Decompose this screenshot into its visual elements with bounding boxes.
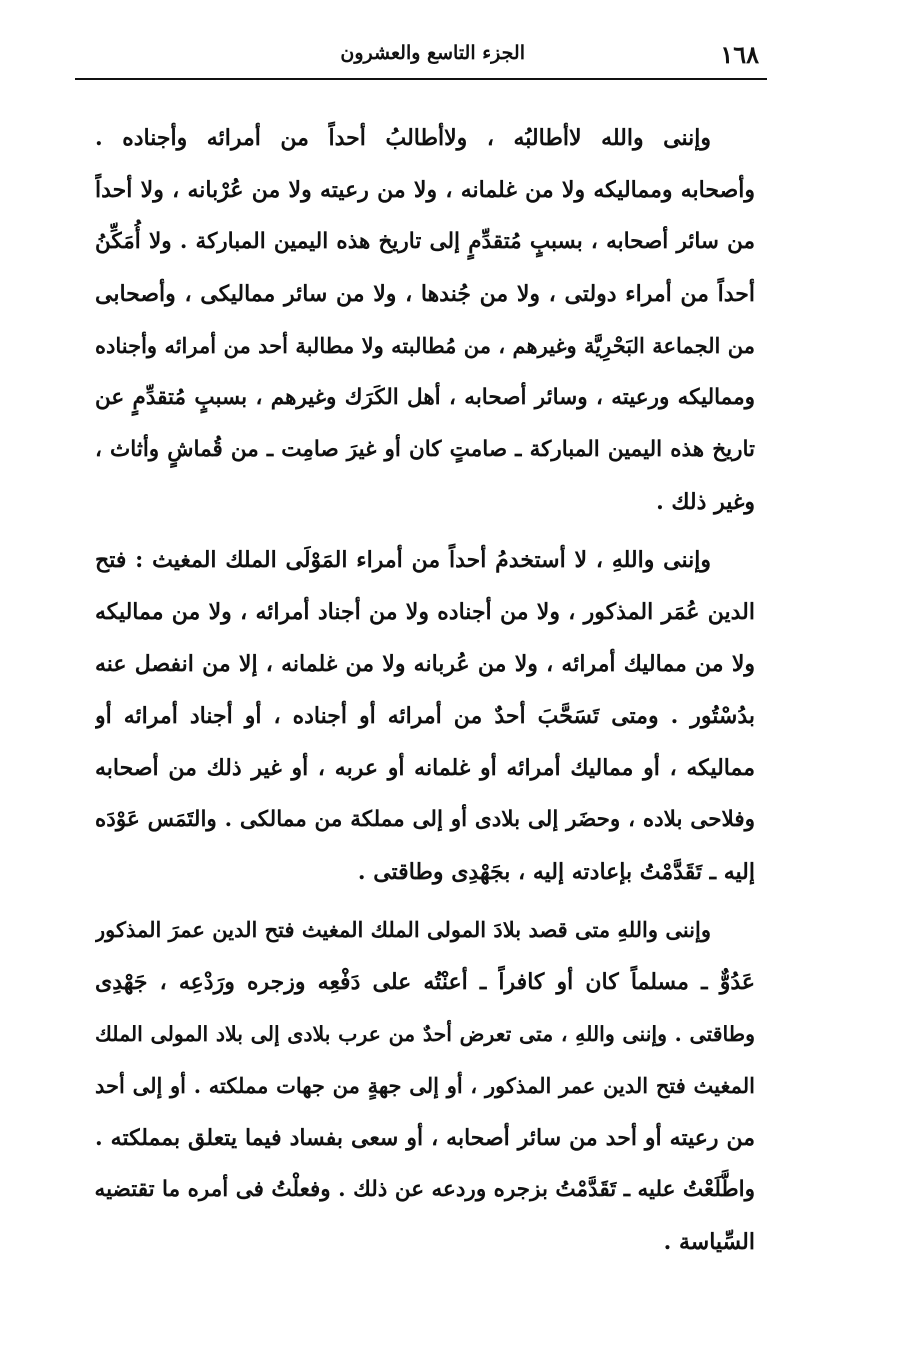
text-line: وطاقتى . وإننى واللهِ ، متى تعرض أحدٌ من عرب بلادى إلى بلاد المولى الملك bbox=[95, 1022, 755, 1046]
text-line: وفلاحى بلاده ، وحضَر إلى بلادى أو إلى مملكة من ممالكى . والتَمَس عَوْدَه bbox=[95, 807, 755, 832]
text-line: من سائر أصحابه ، بسببٍ مُتقدِّمٍ إلى تاريخ هذه اليمين المباركة . ولا أُمَكِّنُ bbox=[95, 229, 755, 254]
text-line: وغير ذلك . bbox=[656, 489, 755, 515]
text-line: الدين عُمَر المذكور ، ولا من أجناده ولا من أجناد أمرائه ، ولا من مماليكه bbox=[95, 599, 755, 625]
running-head bbox=[75, 36, 765, 70]
text-line: ومماليكه ورعيته ، وسائر أصحابه ، أهل الكَرَك وغيرهم ، بسببٍ مُتقدِّمٍ عن bbox=[95, 385, 755, 410]
text-line: وإننى واللهِ ، لا أستخدمُ أحداً من أمراء المَوْلَى الملك المغيث : فتح bbox=[95, 547, 711, 573]
paragraph-3 bbox=[95, 904, 755, 1268]
text-line: وأصحابه ومماليكه ولا من غلمانه ، ولا من رعيته ولا من عُرْبانه ، ولا أحداً bbox=[95, 177, 755, 203]
text-line: المغيث فتح الدين عمر المذكور ، أو إلى جهةٍ من جهات مملكته . أو إلى أحد bbox=[95, 1073, 755, 1098]
text-line: مماليكه ، أو مماليك أمرائه أو غلمانه أو عربه ، أو غير ذلك من أصحابه bbox=[95, 755, 755, 781]
text-line: عَدُوٌّ ـ مسلماً كان أو كافراً ـ أعنْتُه على دَفْعِه وزجره ورَدْعِه ، جَهْدِى bbox=[95, 969, 755, 995]
text-line: أحداً من أمراء دولتى ، ولا من جُندها ، ولا من سائر مماليكى ، وأصحابى bbox=[95, 281, 755, 307]
page-number: ١٦٨ bbox=[720, 40, 759, 69]
text-line: واطَّلَعْتُ عليه ـ تَقَدَّمْتُ بزجره وردعه عن ذلك . وفعلْتُ فى أمره ما تقتضيه bbox=[95, 1177, 755, 1202]
text-line: السِّياسة . bbox=[663, 1229, 755, 1255]
text-line: من رعيته أو أحد من سائر أصحابه ، أو سعى بفساد فيما يتعلق بمملكته . bbox=[95, 1125, 755, 1151]
body-text bbox=[95, 112, 755, 1268]
text-line: ولا من مماليك أمرائه ، ولا من عُربانه ولا من غلمانه ، إلا من انفصل عنه bbox=[95, 651, 755, 677]
text-line: من الجماعة البَحْرِيَّة وغيرهم ، من مُطالبته ولا مطالبة أحد من أمرائه وأجناده bbox=[95, 333, 755, 358]
text-line: وإننى واللهِ متى قصد بلادَ المولى الملك المغيث فتح الدين عمرَ المذكور bbox=[95, 917, 711, 942]
text-line: تاريخ هذه اليمين المباركة ـ صامتٍ كان أو غيرَ صامِت ـ من قُماشٍ وأثاث ، bbox=[95, 437, 755, 462]
paragraph-1 bbox=[95, 112, 755, 528]
header-rule bbox=[75, 78, 767, 80]
text-line: وإننى والله لاأطالبُه ، ولاأطالبُ أحداً من أمرائه وأجناده . bbox=[95, 125, 711, 151]
paragraph-2 bbox=[95, 534, 755, 898]
text-line: إليه ـ تَقَدَّمْتُ بإعادته إليه ، بجَهْدِى وطاقتى . bbox=[357, 859, 755, 885]
text-line: بدُسْتُور . ومتى تَسَحَّبَ أحدٌ من أمرائه أو أجناده ، أو أجناد أمرائه أو bbox=[95, 703, 755, 729]
running-head-title: الجزء التاسع والعشرون bbox=[340, 42, 525, 64]
